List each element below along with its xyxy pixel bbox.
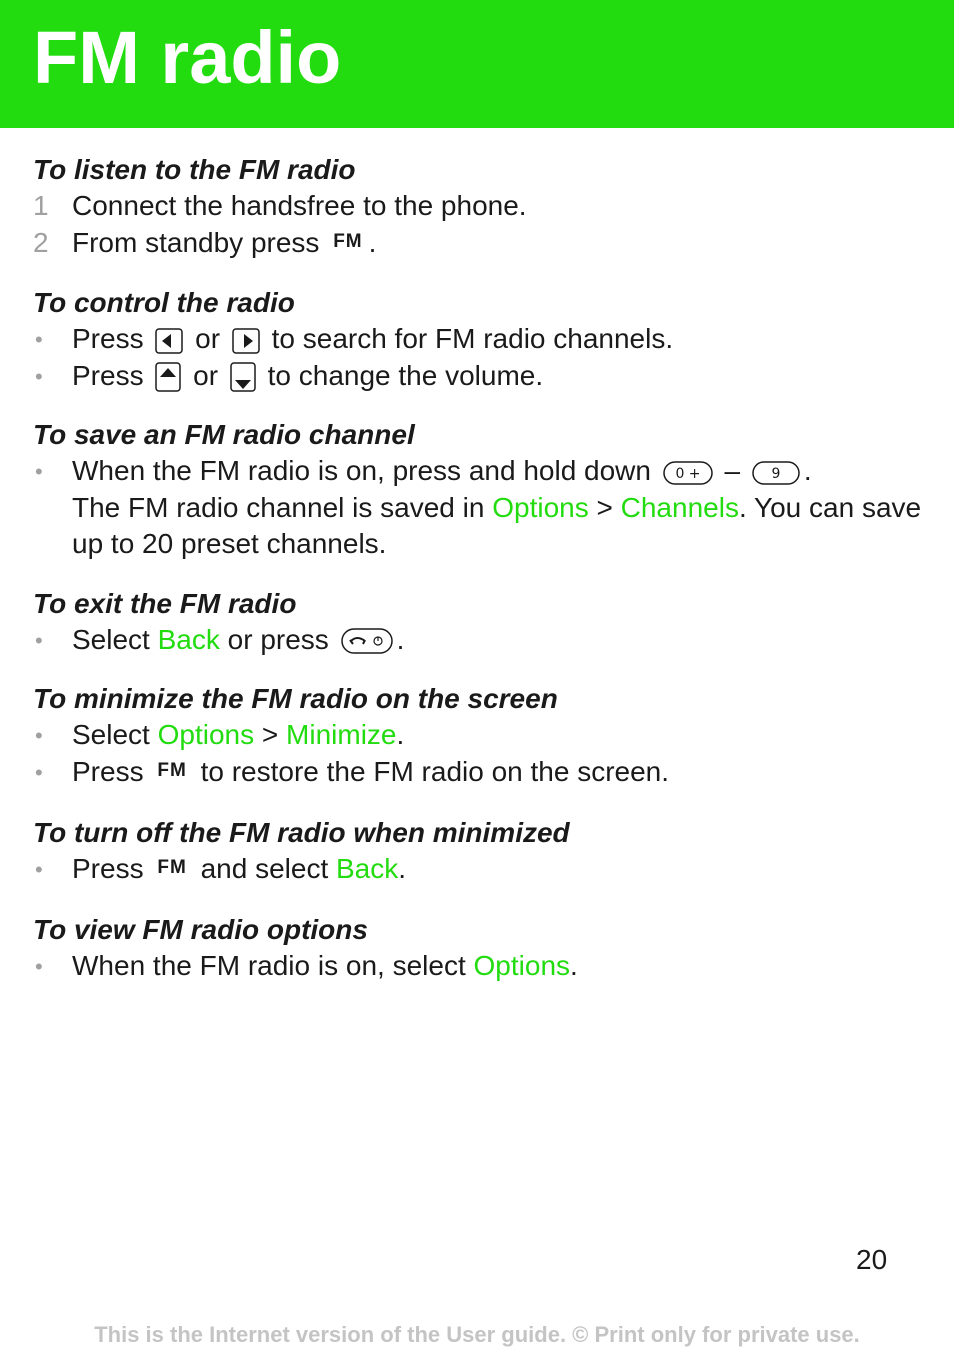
bullet: •	[35, 856, 43, 882]
bullet: •	[35, 459, 43, 485]
bullet: •	[35, 327, 43, 353]
text: Select	[72, 623, 150, 655]
content	[33, 152, 923, 1007]
text: Press	[72, 852, 144, 884]
bullet-list	[33, 622, 923, 659]
bullet: •	[35, 363, 43, 389]
text: .	[803, 455, 812, 487]
list-item	[33, 754, 923, 792]
list-item	[33, 622, 923, 659]
text: to restore the FM radio on the screen.	[200, 755, 670, 787]
list-item	[33, 948, 923, 985]
text: . You can save up to 20 preset channels.	[72, 491, 922, 560]
nav-left-key-icon	[155, 328, 183, 354]
step-text: Connect the handsfree to the phone.	[72, 190, 527, 221]
title-banner	[0, 0, 954, 128]
section-title: To exit the FM radio	[33, 587, 297, 619]
bullet-list	[33, 453, 923, 563]
text: Select	[72, 719, 150, 751]
step-list	[33, 188, 923, 262]
bullet: •	[35, 759, 43, 785]
bullet-list	[33, 717, 923, 791]
text: >	[596, 491, 613, 523]
text: to search for FM radio channels.	[271, 323, 674, 355]
options-menu-link[interactable]: Options	[157, 719, 255, 751]
bullet: •	[35, 627, 43, 653]
section-title: To listen to the FM radio	[33, 154, 356, 185]
minimize-menu-link[interactable]: Minimize	[286, 719, 397, 751]
text: to change the volume.	[267, 359, 544, 391]
text: The FM radio channel is saved in	[72, 491, 485, 523]
nav-right-key-icon	[232, 328, 260, 354]
nine-key-icon	[752, 461, 800, 485]
options-menu-link[interactable]: Options	[473, 949, 571, 981]
step-end: .	[368, 226, 377, 258]
text: When the FM radio is on, press and hold down	[72, 455, 651, 487]
list-item	[33, 321, 923, 358]
footer-note: This is the Internet version of the User guide. © Print only for private use.	[94, 1322, 860, 1347]
list-item	[33, 225, 923, 263]
fm-key-icon: FM	[157, 760, 187, 782]
page-title: FM radio	[33, 16, 342, 99]
back-menu-link[interactable]: Back	[157, 623, 220, 655]
fm-key-icon: FM	[157, 857, 187, 879]
list-item	[33, 453, 923, 563]
page-number: 20	[856, 1244, 888, 1275]
text: Press	[72, 323, 144, 355]
section-minimize	[33, 681, 923, 791]
section-title: To view FM radio options	[33, 913, 368, 945]
bullet-list	[33, 321, 923, 394]
bullet-list	[33, 851, 923, 889]
text: Press	[72, 755, 144, 787]
section-control	[33, 285, 923, 394]
nav-down-key-icon	[230, 362, 256, 392]
list-item	[33, 717, 923, 754]
zero-key-label: 0 +	[675, 465, 701, 482]
list-item	[33, 358, 923, 395]
section-title: To control the radio	[33, 287, 295, 319]
list-item	[33, 188, 923, 225]
text: >	[261, 719, 279, 751]
step-text: From standby press	[72, 226, 320, 258]
section-title: To minimize the FM radio on the screen	[33, 683, 558, 715]
text: .	[398, 852, 407, 884]
channels-menu-link[interactable]: Channels	[620, 491, 739, 523]
end-call-key-icon	[341, 628, 393, 654]
text: .	[570, 949, 578, 981]
bullet-list	[33, 948, 923, 985]
text: .	[396, 623, 405, 655]
text: .	[396, 719, 405, 751]
text: or press	[227, 623, 329, 655]
text: or	[195, 323, 221, 355]
section-listen	[33, 152, 923, 262]
section-turn-off	[33, 815, 923, 889]
back-menu-link[interactable]: Back	[336, 852, 399, 884]
list-item	[33, 851, 923, 889]
nine-key-label: 9	[771, 465, 781, 482]
bullet: •	[35, 723, 43, 749]
text: or	[193, 359, 219, 391]
text: Press	[72, 359, 144, 391]
step-number: 1	[33, 190, 49, 221]
text: –	[724, 455, 741, 487]
section-title: To turn off the FM radio when minimized	[33, 816, 570, 848]
fm-key-icon: FM	[333, 230, 363, 252]
section-exit	[33, 586, 923, 659]
zero-key-icon	[663, 461, 713, 485]
bullet: •	[35, 953, 43, 979]
nav-up-key-icon	[155, 362, 181, 392]
text: and select	[200, 852, 329, 884]
section-save	[33, 417, 923, 563]
section-title: To save an FM radio channel	[33, 419, 415, 451]
step-number: 2	[33, 226, 49, 258]
text: When the FM radio is on, select	[72, 949, 466, 981]
section-view-options	[33, 912, 923, 985]
options-menu-link[interactable]: Options	[492, 491, 589, 523]
